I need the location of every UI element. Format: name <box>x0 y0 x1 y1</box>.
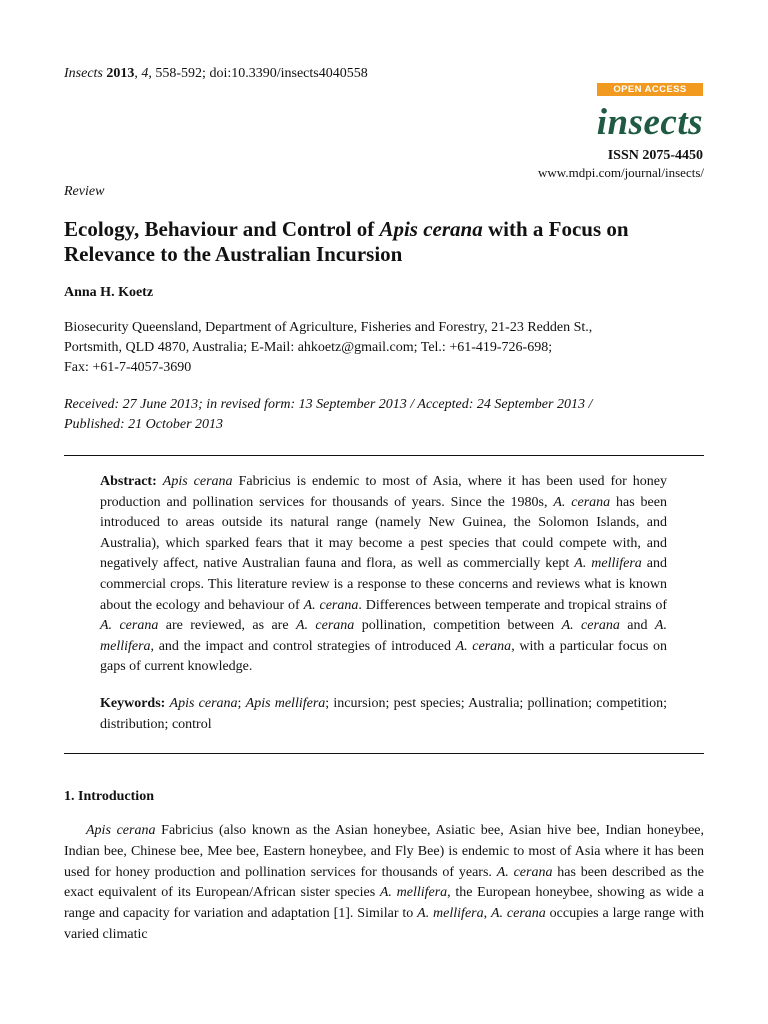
species-name: A. cerana <box>490 906 546 922</box>
species-name: A. mellifera <box>100 618 667 654</box>
abstract-text: and <box>619 618 655 634</box>
keywords-paragraph <box>100 694 667 735</box>
intro-text: , <box>483 906 491 922</box>
affiliation-line: Portsmith, QLD 4870, Australia; E-Mail: ahkoetz@gmail.com; Tel.: +61-419-726-698; <box>64 340 553 355</box>
affiliation-line: Biosecurity Queensland, Department of Agriculture, Fisheries and Forestry, 21-23 Redden St., <box>64 320 593 335</box>
abstract-label: Abstract: <box>100 474 157 489</box>
journal-logo: insects <box>596 102 703 143</box>
dates-line: Received: 27 June 2013; in revised form: 13 September 2013 / Accepted: 24 September 2013 / <box>64 397 593 412</box>
abstract-text: are reviewed, as are <box>158 618 296 634</box>
species-name: A. cerana <box>100 618 159 634</box>
introduction-paragraph <box>64 821 704 946</box>
citation-line: Insects 2013, 4, 558-592; doi:10.3390/insects4040558 <box>64 66 368 81</box>
article-type: Review <box>64 184 105 199</box>
species-name: A. cerana <box>295 618 355 634</box>
species-name: A. cerana <box>553 494 611 510</box>
species-name: A. mellifera <box>574 556 642 572</box>
keyword-separator: ; <box>237 696 246 711</box>
affiliation <box>64 318 714 378</box>
top-divider <box>64 455 704 456</box>
affiliation-line: Fax: +61-7-4057-3690 <box>64 360 192 375</box>
citation-doi: , 558-592; doi:10.3390/insects4040558 <box>148 66 368 81</box>
abstract-text: , with a particular focus on gaps of current knowledge. <box>100 638 668 675</box>
journal-url[interactable]: www.mdpi.com/journal/insects/ <box>538 165 704 180</box>
abstract-text: pollination, competition between <box>354 618 562 634</box>
species-name: A. cerana <box>303 597 359 613</box>
abstract-text: , and the impact and control strategies of introduced <box>150 638 456 654</box>
citation-year: 2013 <box>106 66 135 81</box>
species-name: Apis cerana <box>86 823 156 838</box>
publication-dates <box>64 395 714 435</box>
abstract-text: . Differences between temperate and tropical strains of <box>358 597 667 613</box>
citation-journal: Insects <box>64 66 103 81</box>
abstract-text: Fabricius is endemic to most of Asia, where it has been used for honey production and pollination services for thousands of years. Since the 1980s, <box>100 474 667 510</box>
section-heading: 1. Introduction <box>64 789 154 804</box>
species-name: A. cerana <box>455 638 512 654</box>
dates-line: Published: 21 October 2013 <box>64 417 224 432</box>
abstract-text: and commercial crops. This literature review is a response to these concerns and reviews what is known about the ecology and behaviour of <box>100 556 667 613</box>
abstract-text: has been introduced to areas outside its natural range (namely New Guinea, the Solomon Islands, and Australia), which sparked fears that it may become a pest species that could compete with, and negatively affect, native Australian fauna and flora, as well as commercially kept <box>100 494 667 572</box>
title-species: Apis cerana <box>379 217 483 241</box>
intro-text: has been described as the exact equivalent of its European/African sister species <box>64 864 704 901</box>
keywords-rest: ; incursion; pest species; Australia; pollination; competition; distribution; control <box>100 696 668 732</box>
citation-volume: 4 <box>141 66 149 81</box>
species-name: A. mellifera <box>417 906 484 922</box>
keyword: Apis cerana <box>169 696 238 711</box>
open-access-badge: OPEN ACCESS <box>597 83 703 96</box>
species-name: A. cerana <box>561 618 620 634</box>
bottom-divider <box>64 753 704 754</box>
abstract-paragraph <box>100 472 667 678</box>
intro-text: , the European honeybee, showing as wide a range and capacity for variation and adaptation [1]. Similar to <box>64 885 704 922</box>
intro-text: occupies a large range with varied climatic <box>64 906 705 942</box>
author-name: Anna H. Koetz <box>64 285 154 300</box>
title-part1: Ecology, Behaviour and Control of <box>64 217 380 241</box>
keyword: Apis mellifera <box>245 696 326 711</box>
keywords-label: Keywords: <box>100 696 166 711</box>
title-part2: with a Focus on Relevance to the Australian Incursion <box>64 217 629 266</box>
issn: ISSN 2075-4450 <box>607 148 703 163</box>
species-name: A. cerana <box>496 864 553 880</box>
intro-text: Fabricius (also known as the Asian honeybee, Asiatic bee, Asian hive bee, Indian honeybee, Indian bee, Chinese bee, Mee bee, Eastern honeybee, and Fly Bee) is endemic to most of Asia where it has been used for honey production and pollination services for thousands of years. <box>64 823 705 880</box>
article-title <box>64 217 714 267</box>
species-name: Apis cerana <box>162 474 233 489</box>
species-name: A. mellifera <box>379 885 448 901</box>
